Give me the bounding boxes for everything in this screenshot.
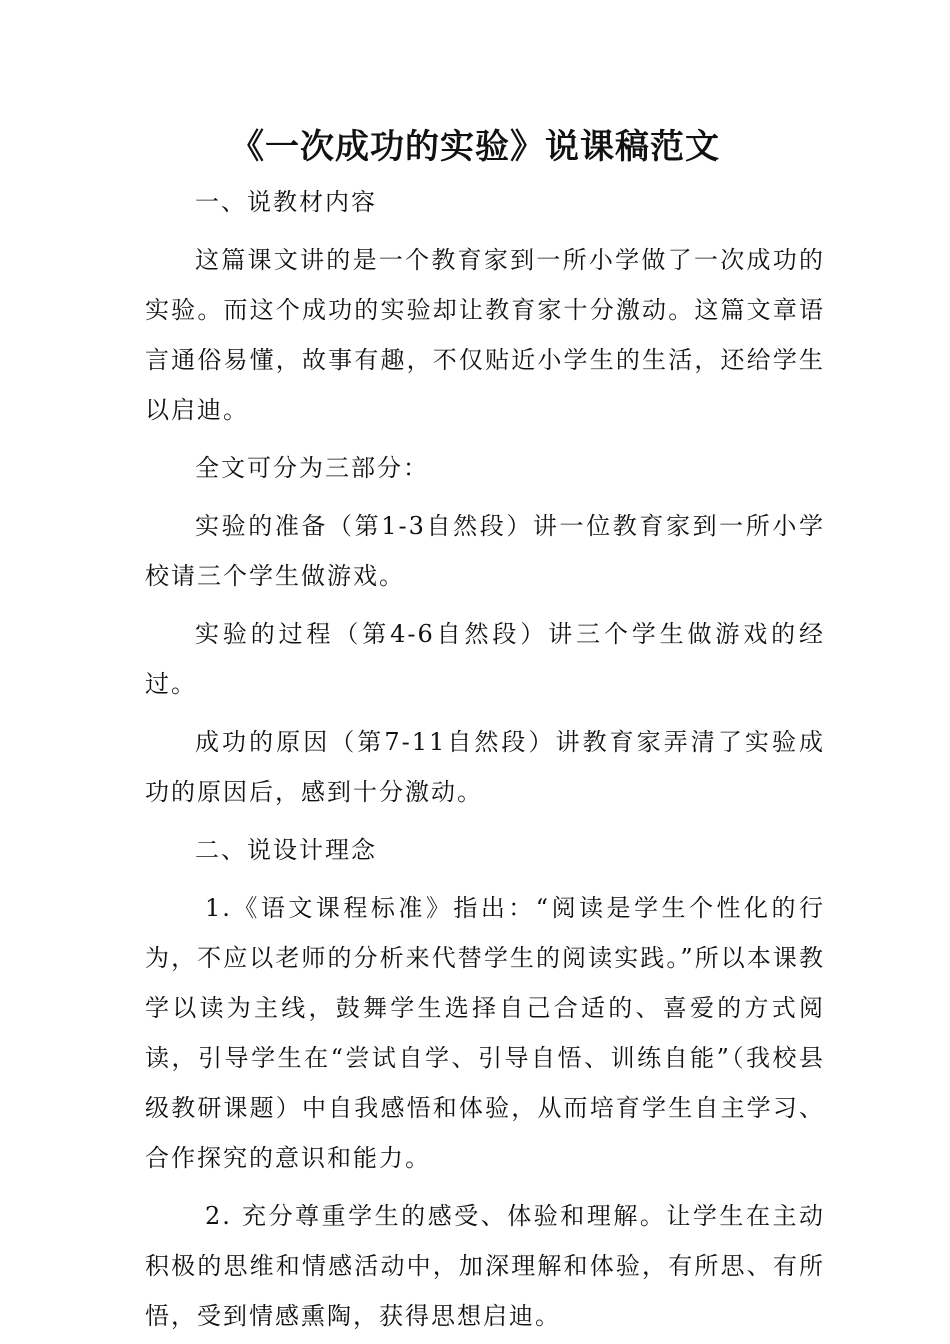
document-body	[145, 177, 825, 1341]
paragraph-part-preparation: 实验的准备（第1-3自然段）讲一位教育家到一所小学校请三个学生做游戏。	[145, 512, 825, 590]
paragraph-concept-2: 2. 充分尊重学生的感受、体验和理解。让学生在主动积极的思维和情感活动中，加深理解和体验，有所思、有所悟，受到情感熏陶，获得思想启迪。	[145, 1202, 825, 1330]
paragraph-part-process: 实验的过程（第4-6自然段）讲三个学生做游戏的经过。	[145, 620, 825, 698]
section-heading-design-concept: 二、说设计理念	[195, 836, 377, 864]
paragraph-three-parts: 全文可分为三部分：	[195, 454, 429, 482]
section-heading-teaching-material: 一、说教材内容	[195, 188, 377, 216]
document-title: 《一次成功的实验》说课稿范文	[230, 127, 720, 167]
paragraph-concept-1: 1.《语文课程标准》指出：“阅读是学生个性化的行为，不应以老师的分析来代替学生的阅读实践。”所以本课教学以读为主线，鼓舞学生选择自己合适的、喜爱的方式阅读，引导学生在“尝试自学、引导自悟、训练自能”（我校县级教研课题）中自我感悟和体验，从而培育学生自主学习、合作探究的意识和能力。	[145, 894, 825, 1172]
paragraph-part-reason: 成功的原因（第7-11自然段）讲教育家弄清了实验成功的原因后，感到十分激动。	[145, 728, 825, 806]
paragraph-text-summary: 这篇课文讲的是一个教育家到一所小学做了一次成功的实验。而这个成功的实验却让教育家十分激动。这篇文章语言通俗易懂，故事有趣，不仅贴近小学生的生活，还给学生以启迪。	[145, 246, 825, 424]
